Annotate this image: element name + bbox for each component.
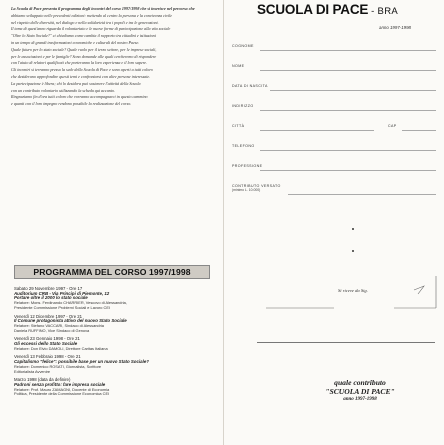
session-speaker: Relatore: Stefano VACCARI, Sindaco di Alessandria xyxy=(14,322,104,328)
intro-paragraph: La partecipazione è libera; chi lo desidera può sostenere l'attività della Scuola xyxy=(11,80,141,86)
session-topic: Padroni senza profitto: fare impresa sociale xyxy=(14,381,106,387)
intro-paragraph: "Oltre lo Stato Sociale?" ci chiediamo come cambia il rapporto tra cittadini e istituzioni xyxy=(11,33,156,39)
phone-label: TELEFONO xyxy=(232,144,255,148)
session-topic: Gli eccessi dello Stato Sociale xyxy=(14,341,78,347)
intro-paragraph: e quanti con il loro impegno rendono possibile la realizzazione del corso. xyxy=(11,101,132,107)
phone-field[interactable] xyxy=(232,144,436,154)
session-item xyxy=(14,337,214,351)
profession-label: PROFESSIONE xyxy=(232,164,263,168)
receipt-box xyxy=(257,342,435,376)
session-line: Portare oltre il 2000 lo stato sociale xyxy=(14,295,88,301)
session-speaker: Daniela RUFFINO, Vice Sindaco di Genova xyxy=(14,327,90,333)
address-field[interactable] xyxy=(232,104,436,114)
intro-paragraph: con l'aiuto di relatori qualificati che porteranno la loro esperienza e il loro sapere. xyxy=(11,60,148,66)
bullet-dot xyxy=(352,228,354,230)
receipt-from-label: Si riceve da Sig. xyxy=(338,288,368,293)
contribution-note: (minimo L. 10.000) xyxy=(232,188,261,192)
intro-paragraph: Quale futuro per lo stato sociale? Quale ruolo per il terzo settore, per le imprese sociali, xyxy=(11,46,157,52)
session-speaker: Relatore: Mons. Ferdinando CHARRIER, Vescovo di Alessandria, xyxy=(14,300,127,306)
intro-paragraph: La Scuola di Pace presenta il programma degli incontri del corso 1997/1998 che si inserisce nel percorso che xyxy=(11,6,195,11)
intro-paragraph: Gli incontri si terranno presso la sede della Scuola di Pace e sono aperti a tutti coloro xyxy=(11,67,153,73)
profession-field[interactable] xyxy=(232,164,436,174)
program-title: PROGRAMMA DEL CORSO 1997/1998 xyxy=(14,265,210,279)
session-speaker: Editorialista Avvenire xyxy=(14,368,51,374)
intro-text xyxy=(11,6,214,267)
contribution-caption xyxy=(290,378,430,403)
contribution-line-3: anno 1997-1998 xyxy=(343,397,377,402)
contribution-label: CONTRIBUTO VERSATO xyxy=(232,184,281,188)
session-item xyxy=(14,315,214,334)
session-topic: Capitalismo "felice": possibile base per un nuovo Stato Sociale? xyxy=(14,359,149,365)
membership-form-panel xyxy=(224,0,444,445)
session-speaker: Relatore: Prof. Mauro ZAMAGNI, Docente di Economia xyxy=(14,386,110,392)
birthdate-label: DATA DI NASCITA xyxy=(232,84,268,88)
address-label: INDIRIZZO xyxy=(232,104,254,108)
session-speaker: Relatore: Domenico ROSATI, Giornalista, Scrittore xyxy=(14,363,102,369)
session-topic: Auditorium CRB - Via Principi di Piemonte, 12 xyxy=(14,290,110,296)
session-item xyxy=(14,378,214,397)
session-speaker: Presidente Commissione Problemi Sociali e Lavoro CEI xyxy=(14,304,111,310)
session-date: Sabato 29 Novembre 1997 - Ore 17 xyxy=(14,286,83,291)
surname-field[interactable] xyxy=(232,44,436,54)
city-field[interactable] xyxy=(232,124,436,134)
bullet-dot xyxy=(352,250,354,252)
logo xyxy=(257,2,398,17)
name-field[interactable] xyxy=(232,64,436,74)
contribution-field[interactable] xyxy=(232,184,436,198)
intro-paragraph: in un tempo di grandi trasformazioni economiche e culturali del nostro Paese. xyxy=(11,39,140,45)
intro-paragraph: che desiderano approfondire questi temi e confrontarsi con altre persone interessate. xyxy=(11,73,151,79)
session-item xyxy=(14,287,214,311)
contribution-line-1: quale contributo xyxy=(334,378,386,387)
intro-paragraph: nel rispetto delle diversità, nel dialogo e nella solidarietà tra i popoli e tra le generazioni. xyxy=(11,19,159,25)
session-topic: Il Comune protagonista attivo del nuovo Stato Sociale xyxy=(14,318,127,324)
city-label: CITTÀ xyxy=(232,124,245,128)
surname-label: COGNOME xyxy=(232,44,254,48)
logo-title: SCUOLA DI PACE xyxy=(257,2,369,17)
year-label: anno 1997-1998 xyxy=(379,25,411,30)
logo-city: - BRA xyxy=(368,6,398,17)
intro-paragraph: Il tema di quest'anno riguarda il volontariato e le nuove forme di partecipazione alla vita sociale xyxy=(11,26,171,32)
birthdate-field[interactable] xyxy=(232,84,436,94)
session-speaker: Relatore: Don Elvio DAMOLI, Direttore Caritas Italiana xyxy=(14,345,108,351)
session-list xyxy=(14,287,214,401)
intro-paragraph: con un contributo volontario utilizzando la scheda qui accanto. xyxy=(11,87,116,93)
session-date: Marzo 1998 (data da definire) xyxy=(14,377,71,383)
cap-label: CAP xyxy=(388,124,397,128)
contribution-line-2: "SCUOLA DI PACE" xyxy=(325,387,395,396)
name-label: NOME xyxy=(232,64,245,68)
session-date: Venerdì 13 Febbraio 1998 - Ore 21 xyxy=(14,354,81,360)
session-date: Venerdì 12 Dicembre 1997 - Ore 21 xyxy=(14,313,83,319)
intro-paragraph: per le associazioni e per le famiglie? Sono domande alle quali cercheremo di rispondere xyxy=(11,53,157,59)
intro-paragraph: Ringraziamo fin d'ora tutti coloro che vorranno accompagnarci in questo cammino xyxy=(11,94,148,100)
intro-paragraph: abbiamo sviluppato nelle precedenti edizioni: mettendo al centro la persona e la convivenza civile xyxy=(11,12,173,18)
session-speaker: Politica, Presidente della Commissione Economica CEI xyxy=(14,391,110,397)
session-date: Venerdì 23 Gennaio 1998 - Ore 21 xyxy=(14,336,80,342)
session-item xyxy=(14,355,214,374)
